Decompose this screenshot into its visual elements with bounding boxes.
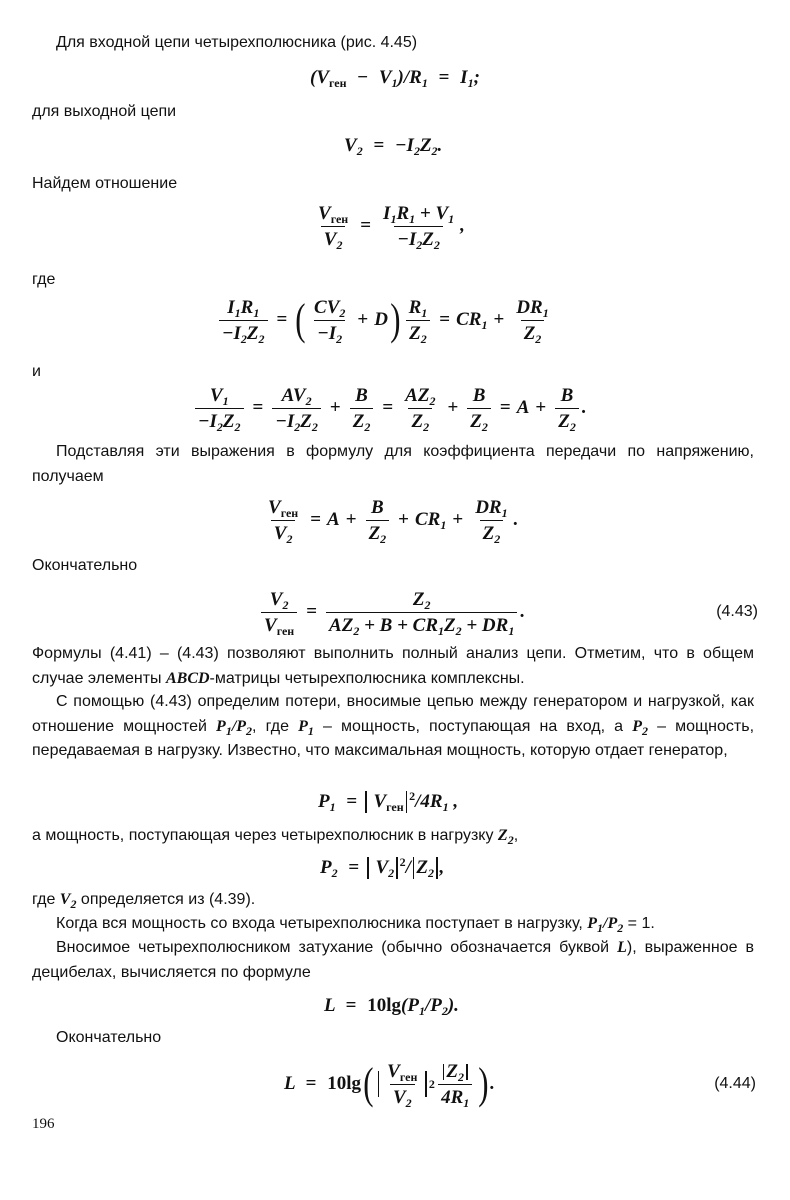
equation-v1: $\frac{V_1}{-I_2Z_2}$ = $\frac{AV_2}{-I_2Z_2}$ + $\frac{B}{Z_2}$ = $\frac{AZ_2}{Z_2}$ + $\frac{B}{Z_2}$ = A + $\frac{B}{Z_2}$ .	[192, 380, 587, 436]
equation-p1: $P_1 = V_{ген}^2/4R_1$ ,	[318, 788, 459, 814]
paragraph-substitute: Подставляя эти выражения в формулу для коэффициента передачи по напряжению, получаем	[32, 443, 754, 485]
equation-p2: $P_2 = V_2^2/$ $Z_2$ ,	[320, 854, 445, 880]
text-finally-2: Окончательно	[56, 1029, 162, 1046]
page-number: 196	[32, 1116, 55, 1132]
text-output-circuit: для выходной цепи	[32, 103, 177, 120]
paragraph-formulas: Формулы (4.41) – (4.43) позволяют выполнить полный анализ цепи. Отметим, что в общем случае элементы ABCD-матрицы четырехполюсника комплексны.	[32, 645, 754, 687]
text-input-circuit: Для входной цепи четырехполюсника (рис. 4.45)	[56, 34, 418, 51]
equation-i1r1: $\frac{I_1R_1}{-I_2Z_2}$ = ( $\frac{CV_2}{-I_2}$ + D ) $\frac{R_1}{Z_2}$ = $CR_1$ + $\frac{DR_1}{Z_2}$	[216, 292, 555, 348]
text-power-load: а мощность, поступающая через четырехполюсник в нагрузку $Z_2$,	[32, 827, 519, 847]
equation-ratio: $\frac{V_{ген}}{V_2}$ = $\frac{I_1R_1 + V_1}{-I_2Z_2}$ ,	[318, 202, 465, 252]
equation-number-4-44: (4.44)	[714, 1075, 756, 1092]
equation-4-43: $\frac{V_2}{V_{ген}}$ = $\frac{Z_2}{AZ_2 + B + CR_1Z_2 + DR_1}$ . (4.43)	[258, 584, 758, 640]
text-and: и	[32, 363, 41, 380]
paragraph-losses: С помощью (4.43) определим потери, вносимые цепью между генератором и нагрузкой, как отношение мощностей $P_1/P_2$, где $P_1$ – мощность, поступающая на вход, а $P_2$ – мощность, передаваемая в нагрузку. Известно, что максимальная мощность, которую отдает генератор,	[32, 693, 755, 759]
equation-number-4-43: (4.43)	[716, 603, 758, 620]
text-finally-1: Окончательно	[32, 557, 138, 574]
text-full-power: Когда вся мощность со входа четырехполюсника поступает в нагрузку, $P_1/P_2 = 1$.	[56, 915, 655, 935]
text-find-ratio: Найдем отношение	[32, 175, 178, 192]
text-where: где	[32, 271, 56, 288]
equation-l: $L = 10\lg(P_1/P_2)$.	[324, 995, 459, 1018]
equation-output-circuit: $V_2 = -I_2Z_2$.	[344, 135, 443, 158]
equation-input-circuit: $(V_{ген} - V_1)/R_1 = I_1$;	[310, 67, 480, 90]
equation-voltage-gain: $\frac{V_{ген}}{V_2}$ = A + $\frac{B}{Z_2}$ + $CR_1$ + $\frac{DR_1}{Z_2}$ .	[268, 496, 519, 546]
paragraph-attenuation: Вносимое четырехполюсником затухание (обычно обозначается буквой L), выраженное в децибелах, вычисляется по формуле	[32, 939, 754, 981]
equation-4-44: L = 10lg ( $\frac{V_{ген}}{V_2}$ 2 $\frac{Z_2}{4R_1}$ ) . (4.44)	[284, 1059, 756, 1110]
text-v2-defined: где $V_2$ определяется из (4.39).	[32, 891, 256, 911]
